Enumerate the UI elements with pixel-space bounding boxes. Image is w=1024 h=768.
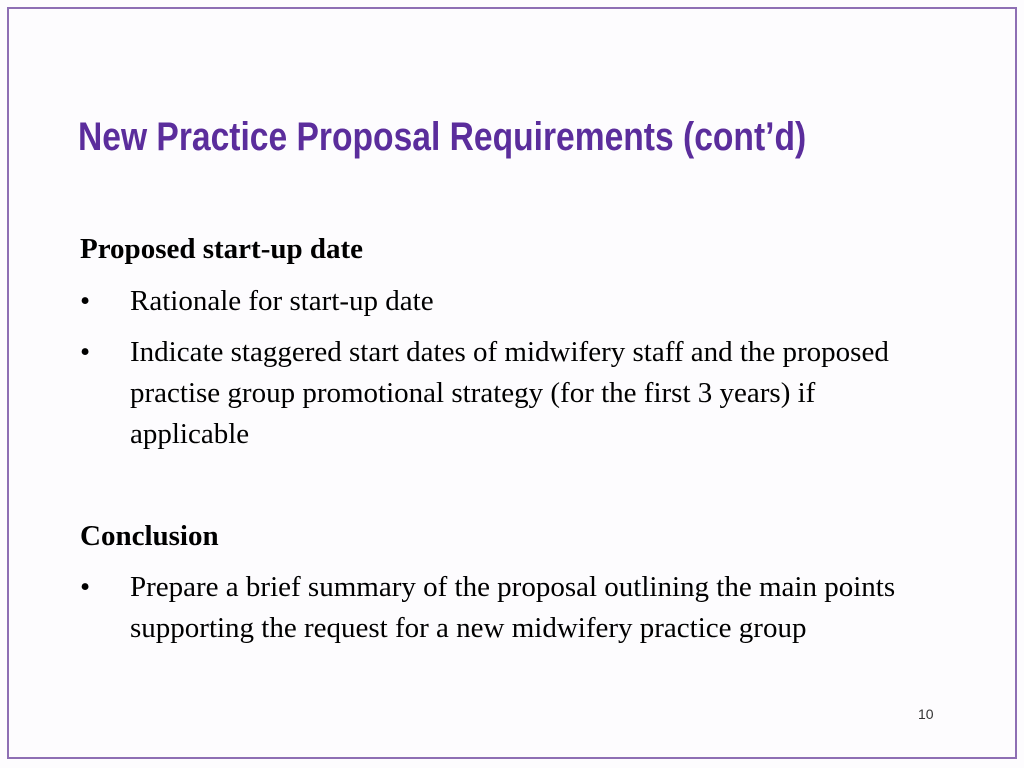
slide-title: New Practice Proposal Requirements (cont’d)	[78, 115, 807, 159]
bullet-icon: •	[80, 285, 91, 317]
page-number: 10	[918, 706, 934, 722]
bullet-text: Rationale for start-up date	[130, 285, 434, 317]
bullet-icon: •	[80, 571, 91, 603]
bullet-text: Prepare a brief summary of the proposal outlining the main points supporting the request for a new midwifery practice group	[130, 571, 896, 644]
section-heading-start-up-date: Proposed start-up date	[80, 233, 364, 265]
bullet-icon: •	[80, 336, 91, 368]
bullet-text: Indicate staggered start dates of midwifery staff and the proposed practise group promotional strategy (for the first 3 years) if applicable	[130, 336, 889, 450]
section-heading-conclusion: Conclusion	[80, 520, 219, 552]
